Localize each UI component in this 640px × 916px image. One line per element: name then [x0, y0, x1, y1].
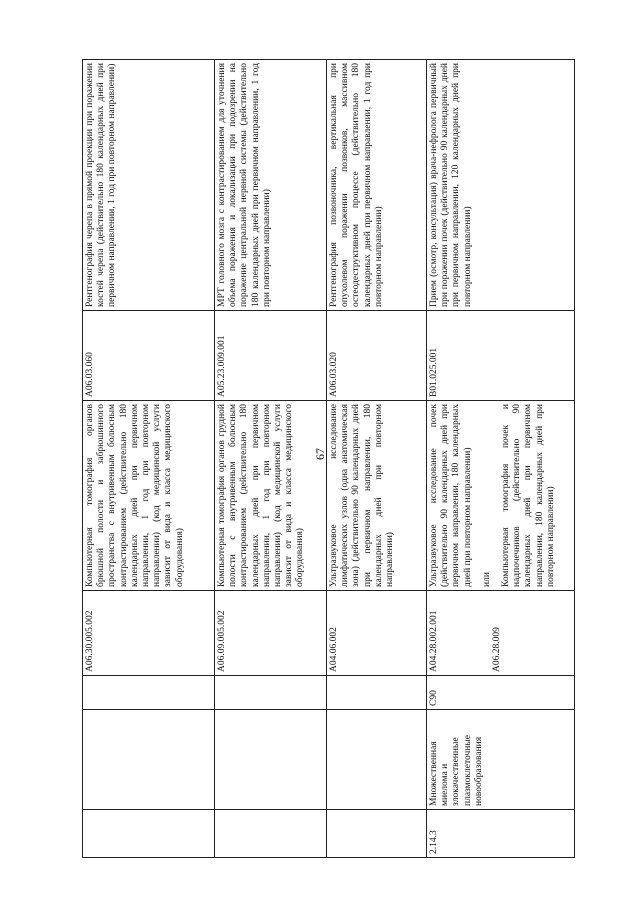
table-row	[327, 60, 427, 858]
service-code: A04.06.002	[327, 591, 427, 676]
service-description: Ультразвуковое исследование лимфатических узлов (одна анатомическая зона) (действительно 90 календарных дней при первичном направлении, 180 календарных дней при повторном направлении)	[327, 401, 427, 591]
row-number	[327, 810, 427, 858]
service-code-secondary: A06.03.060	[83, 311, 215, 401]
service-description: Компьютерная томография органов брюшной полости и забрюшинного пространства с внутривенным болюсным контрастированием (действительно 180 календарных дней при первичном направлении, 1 год при повторном направлении) (код медицинской услуги зависит от вида и класса медицинского оборудования)	[83, 401, 215, 591]
service-code-cell	[427, 591, 575, 676]
icd-code	[215, 676, 327, 710]
service-description-alt: Компьютерная томография почек и надпочечников (действительно 90 календарных дней при первичном направлении, 180 календарных дней при повторном направлении)	[501, 404, 556, 587]
row-number: 2.14.3	[427, 810, 575, 858]
row-number	[215, 810, 327, 858]
table-row	[427, 60, 575, 858]
service-code-secondary: A05.23.009.001	[215, 311, 327, 401]
service-code: A04.28.002.001	[429, 610, 439, 672]
icd-code: C90	[427, 676, 575, 710]
service-code: A06.09.005.002	[215, 591, 327, 676]
table-row	[83, 60, 215, 858]
page-number: 67	[313, 448, 327, 460]
service-description-secondary: Прием (осмотр, консультация) врача-нефролога первичный при поражении почек (действительно 90 календарных дней при первичном направлении, 120 календарных дней при повторном направлении)	[427, 60, 575, 311]
services-table	[82, 59, 575, 858]
service-description-cell	[427, 401, 575, 591]
disease-name	[215, 710, 327, 810]
icd-code	[83, 676, 215, 710]
service-code-alt: A06.28.009	[492, 627, 503, 672]
service-description-secondary: МРТ головного мозга с контрастированием для уточнения объема поражения и локализации при подозрении на поражение центральной нервной системы (действительно 180 календарных дней при первичном направлении, 1 год при повторном направлении)	[215, 60, 327, 311]
service-code-secondary: A06.03.020	[327, 311, 427, 401]
disease-name: Множественная миелома и злокачественные плазмоклеточные новообразования	[427, 710, 575, 810]
service-description-secondary: Рентгенография черепа в прямой проекции при поражении костей черепа (действительно 180 календарных дней при первичном направлении, 1 год при повторном направлении)	[83, 60, 215, 311]
disease-name	[83, 710, 215, 810]
service-description: Ультразвуковое исследование почек (действительно 90 календарных дней при первичном направлении, 180 календарных дней при повторном направлении)	[429, 404, 473, 587]
row-number	[83, 810, 215, 858]
service-description-secondary: Рентгенография позвоночника, вертикальная при опухолевом поражении позвонков, массивном остеодеструктивном процессе (действительно 180 календарных дней при первичном направлении, 1 год при повторном направлении)	[327, 60, 427, 311]
rotated-table-container	[82, 60, 574, 858]
service-code-secondary: B01.025.001	[427, 311, 575, 401]
service-description: Компьютерная томография органов грудной полости с внутривенным болюсным контрастированием (действительно 180 календарных дней при первичном направлении, 1 год при повторном направлении) (код медицинской услуги зависит от вида и класса медицинского оборудования)	[215, 401, 327, 591]
or-label: или	[481, 572, 492, 587]
table-row	[215, 60, 327, 858]
service-code: A06.30.005.002	[83, 591, 215, 676]
icd-code	[327, 676, 427, 710]
disease-name	[327, 710, 427, 810]
